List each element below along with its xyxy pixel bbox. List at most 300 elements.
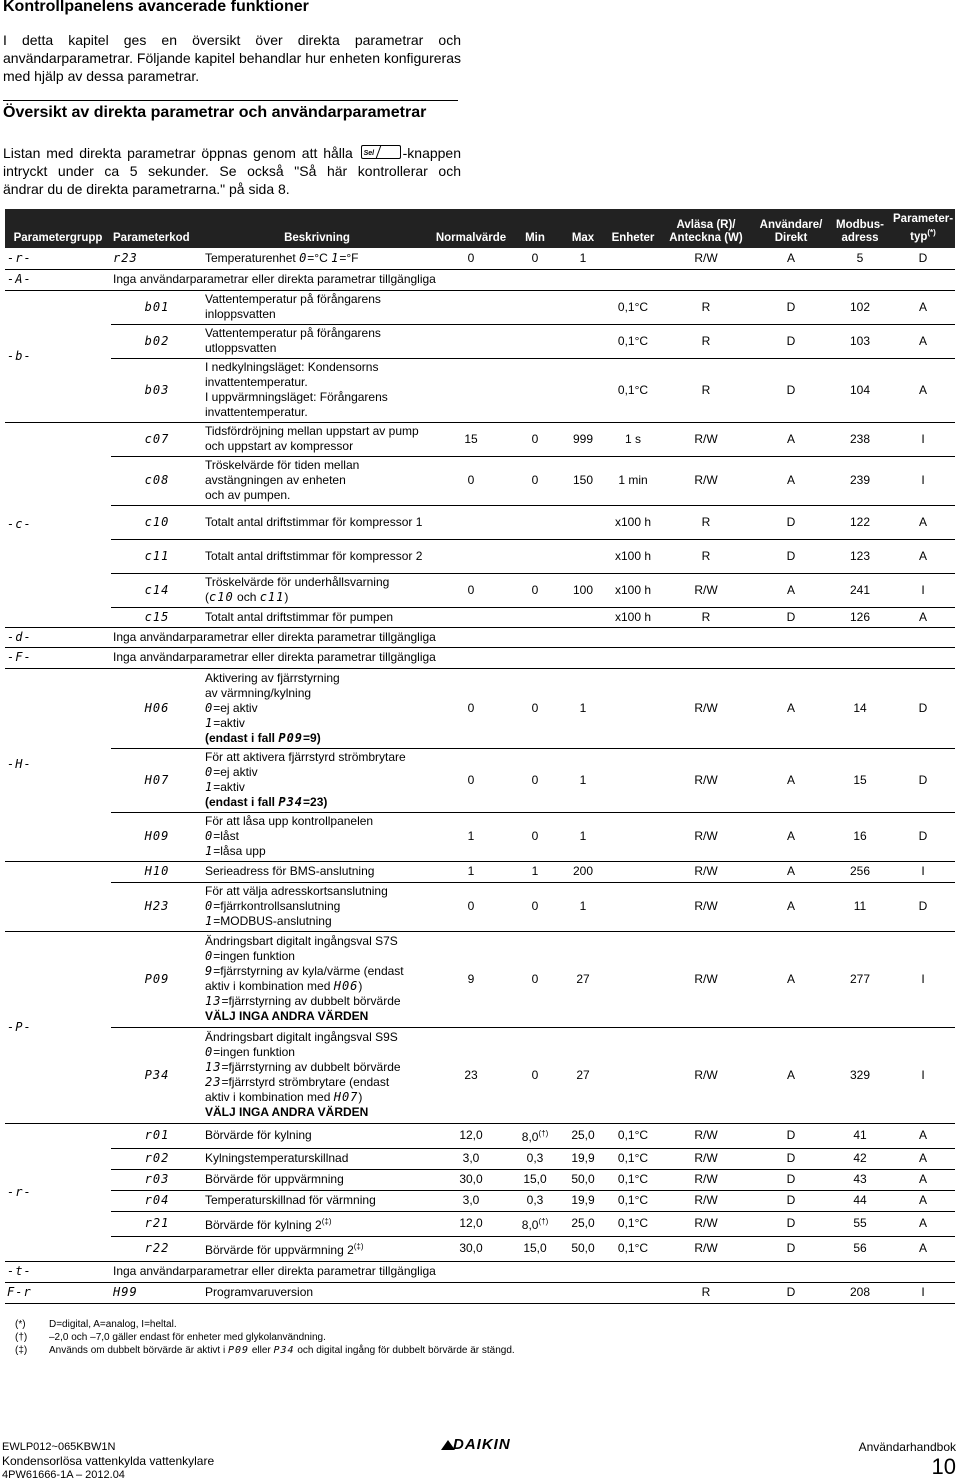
rw-cell: R/W [659,1169,753,1190]
t: Ändringsbart digitalt ingångsval S7S [205,934,398,948]
ptype-cell: A [891,1169,955,1190]
modbus-cell: 329 [829,1027,891,1123]
table-row [5,607,955,627]
default-cell: 0 [431,748,511,812]
ud-cell: D [753,539,829,573]
t: =ej aktiv [213,700,258,715]
group-cell: -H- [5,668,111,861]
hdr-text: adress [841,232,879,244]
code-cell: c15 [111,607,203,627]
rw-cell: R/W [659,861,753,882]
t: =°C [307,250,332,265]
none-available-cell: Inga användarparametrar eller direkta parametrar tillgängliga [111,627,955,647]
desc-cell: Totalt antal driftstimmar för kompressor 2 [203,539,431,573]
unit-cell: x100 h [607,573,659,607]
min-cell: 0 [511,668,559,748]
code-cell: H06 [111,668,203,748]
modbus-cell: 126 [829,607,891,627]
default-cell: 0 [431,456,511,505]
min-cell: 0 [511,456,559,505]
modbus-cell: 15 [829,748,891,812]
default-cell: 30,0 [431,1169,511,1190]
table-row [5,1261,955,1282]
unit-cell [607,748,659,812]
table-row [5,882,955,931]
modbus-cell: 103 [829,324,891,358]
unit-cell [607,882,659,931]
col-header-min: Min [511,209,559,248]
code-cell: r21 [111,1211,203,1236]
t: 1 [205,914,214,928]
code-cell: r03 [111,1169,203,1190]
modbus-cell: 41 [829,1123,891,1148]
max-cell: 1 [559,248,607,269]
table-row [5,1027,955,1123]
group-cell: -r- [5,248,111,269]
ud-cell: D [753,607,829,627]
rw-cell: R/W [659,1236,753,1261]
max-cell [559,1282,607,1303]
t: För att aktivera fjärrstyrd strömbrytare [205,750,406,764]
min-cell: 15,0 [511,1236,559,1261]
desc-cell: Vattentemperatur på förångarens inloppsvatten [203,290,431,324]
max-cell: 27 [559,1027,607,1123]
modbus-cell: 16 [829,812,891,861]
modbus-cell: 277 [829,931,891,1027]
rw-cell: R/W [659,422,753,456]
unit-cell [607,861,659,882]
unit-cell: 0,1°C [607,324,659,358]
t: 0 [205,899,214,913]
t: 13 [205,1060,222,1074]
min-cell [511,1282,559,1303]
min-cell [511,358,559,422]
min-cell: 0,3 [511,1190,559,1211]
default-cell: 1 [431,861,511,882]
max-cell: 150 [559,456,607,505]
t: Ändringsbart digitalt ingångsval S9S [205,1030,398,1044]
t: =aktiv [213,780,245,794]
code-cell: c07 [111,422,203,456]
t: ) [284,590,289,604]
t: 0 [205,765,214,779]
rw-cell: R [659,539,753,573]
default-cell [431,290,511,324]
page-title: Kontrollpanelens avancerade funktioner [3,0,309,15]
rw-cell: R/W [659,1027,753,1123]
rw-cell: R/W [659,1190,753,1211]
min-cell: 0 [511,882,559,931]
t: c10 [209,590,234,604]
group-cell: -t- [5,1261,111,1282]
code-cell: b03 [111,358,203,422]
ud-cell: D [753,324,829,358]
section-title: Översikt av direkta parametrar och användarparametrar [3,104,427,121]
t: och [233,590,260,604]
rw-cell: R/W [659,573,753,607]
min-cell [511,505,559,539]
desc-cell: Vattentemperatur på förångarens utloppsvatten [203,324,431,358]
default-cell [431,607,511,627]
ptype-cell: D [891,248,955,269]
t: (endast i fall [205,730,279,745]
code-cell: r22 [111,1236,203,1261]
desc-cell: Programvaruversion [203,1282,431,1303]
group-cell: -P- [5,931,111,1123]
t: =låsa upp [213,844,266,858]
t: H06 [333,979,359,993]
t: =fjärrstyrning av kyla/värme (endast [213,964,404,978]
t: I uppvärmningsläget: Förångarens [205,390,388,404]
code-cell: H10 [111,861,203,882]
desc-cell [203,668,431,748]
col-header-default: Normalvärde [431,209,511,248]
rw-cell: R [659,1282,753,1303]
ptype-cell: I [891,422,955,456]
ptype-cell: A [891,290,955,324]
unit-cell [607,1027,659,1123]
unit-cell: 0,1°C [607,1169,659,1190]
desc-cell [203,882,431,931]
hdr-text: Anteckna (W) [669,232,743,244]
unit-cell: 0,1°C [607,1236,659,1261]
t: =ej aktiv [213,765,258,779]
modbus-cell: 256 [829,861,891,882]
t: VÄLJ INGA ANDRA VÄRDEN [205,1009,369,1023]
t: 8,0 [521,1218,539,1232]
max-cell: 1 [559,668,607,748]
min-cell: 15,0 [511,1169,559,1190]
t: aktiv i kombination med [205,1090,334,1104]
hdr-text: typ [910,230,928,243]
code-cell: H23 [111,882,203,931]
rw-cell: R [659,290,753,324]
ud-cell: D [753,1148,829,1169]
footnote-text: –2,0 och –7,0 gäller endast för enheter med glykolanvändning. [49,1332,326,1343]
max-cell: 1 [559,812,607,861]
hdr-text: Parameter- [893,212,954,225]
group-cell: F-r [5,1282,111,1303]
rw-cell: R/W [659,1148,753,1169]
rw-cell: R/W [659,748,753,812]
t: avstängningen av enheten [205,473,346,487]
t: invattentemperatur. [205,405,308,419]
t: 0 [205,1045,214,1059]
t: =°F [339,250,359,265]
default-cell: 30,0 [431,1236,511,1261]
modbus-cell: 14 [829,668,891,748]
default-cell: 0 [431,668,511,748]
hdr-text: Avläsa (R)/ [676,219,736,231]
min-cell [511,290,559,324]
code-cell: c08 [111,456,203,505]
desc-cell: Kylningstemperaturskillnad [203,1148,431,1169]
intro-paragraph: I detta kapitel ges en översikt över direkta parametrar och användarparametrar. Följande kapitel behandlar hur enheten konfigureras med hjälp av dessa parametrar. [3,32,461,84]
default-cell: 23 [431,1027,511,1123]
t: och av pumpen. [205,488,291,502]
min-cell [511,1211,559,1236]
desc-cell [203,748,431,812]
ud-cell: A [753,812,829,861]
table-row [5,1211,955,1236]
ptype-cell: D [891,748,955,812]
ptype-cell: A [891,324,955,358]
code-cell: c11 [111,539,203,573]
desc-cell [203,931,431,1027]
ud-cell: A [753,573,829,607]
col-header-unit: Enheter [607,209,659,248]
table-row [5,1148,955,1169]
min-cell: 0 [511,248,559,269]
rw-cell: R/W [659,812,753,861]
max-cell: 27 [559,931,607,1027]
unit-cell: 0,1°C [607,1123,659,1148]
t: =fjärrkontrollsanslutning [213,899,341,913]
hdr-text: Direkt [774,232,808,244]
code-cell: r02 [111,1148,203,1169]
modbus-cell: 239 [829,456,891,505]
ud-cell: D [753,1282,829,1303]
para-text: -knappen [402,145,462,161]
ud-cell: A [753,1027,829,1123]
section-divider [3,100,458,101]
default-cell: 15 [431,422,511,456]
ud-cell: D [753,290,829,324]
para-line-1 [3,144,461,162]
table-row [5,324,955,358]
t: 1 [331,250,340,265]
rw-cell: R/W [659,1123,753,1148]
none-available-cell: Inga användarparametrar eller direkta parametrar tillgängliga [111,647,955,668]
modbus-cell: 5 [829,248,891,269]
default-cell [431,358,511,422]
hdr-text: Användare/ [759,219,823,231]
t: Börvärde för uppvärmning 2 [205,1243,354,1257]
col-header-ud [753,209,829,248]
min-cell [511,607,559,627]
t: =låst [213,829,239,843]
table-row [5,358,955,422]
ptype-cell: A [891,505,955,539]
t: P34 [278,795,304,809]
unit-cell: 1 s [607,422,659,456]
max-cell: 50,0 [559,1169,607,1190]
footnote-text: P34 [273,1345,295,1356]
unit-cell [607,931,659,1027]
desc-cell [203,812,431,861]
max-cell [559,539,607,573]
t: =fjärrstyrning av dubbelt börvärde [221,1060,401,1074]
t: Tröskelvärde för tiden mellan [205,458,360,472]
col-header-code: Parameterkod [111,209,203,248]
ptype-cell: I [891,931,955,1027]
ud-cell: A [753,248,829,269]
table-row [5,931,955,1027]
footer-model: EWLP012~065KBW1N [2,1441,116,1453]
footnote [15,1318,515,1331]
default-cell [431,1282,511,1303]
ptype-cell: A [891,1211,955,1236]
min-cell: 0 [511,748,559,812]
default-cell [431,324,511,358]
code-cell: H99 [111,1282,203,1303]
t: För att välja adresskortsanslutning [205,884,388,898]
footnote-mark: (‡) [15,1345,28,1356]
default-cell: 12,0 [431,1211,511,1236]
t: ( [205,590,209,604]
desc-cell: Börvärde för kylning [203,1123,431,1148]
footnote-text: och digital ingång för dubbelt börvärde är stängd. [294,1345,515,1356]
rw-cell: R/W [659,1211,753,1236]
table-row [5,539,955,573]
rw-cell: R/W [659,668,753,748]
code-cell: P34 [111,1027,203,1123]
ptype-cell: D [891,882,955,931]
min-cell: 0,3 [511,1148,559,1169]
t: 1 [205,780,214,794]
sel-key-label: Sel [363,150,375,157]
t: 0 [299,250,308,265]
ud-cell: D [753,505,829,539]
t: =23) [303,795,328,809]
table-row [5,627,955,647]
min-cell: 0 [511,422,559,456]
t: (endast i fall [205,795,279,809]
ptype-cell: I [891,1282,955,1303]
desc-cell [203,1027,431,1123]
max-cell [559,607,607,627]
code-cell: c10 [111,505,203,539]
ud-cell: D [753,358,829,422]
unit-cell: 0,1°C [607,1190,659,1211]
group-cell: -c- [5,422,111,627]
footnote-text: P09 [227,1345,250,1356]
modbus-cell: 56 [829,1236,891,1261]
ud-cell: A [753,861,829,882]
desc-cell: Totalt antal driftstimmar för kompressor 1 [203,505,431,539]
desc-cell [203,1236,431,1261]
t: =ingen funktion [213,949,295,963]
code-cell: r04 [111,1190,203,1211]
t: =MODBUS-anslutning [213,914,332,928]
min-cell [511,324,559,358]
para-line-2: intryckt under ca 5 sekunder. Se också "Så här kontrollerar och [3,163,461,179]
max-cell: 25,0 [559,1211,607,1236]
code-cell: r23 [111,248,203,269]
desc-cell: Börvärde för uppvärmning [203,1169,431,1190]
group-cell: -b- [5,290,111,422]
min-cell: 0 [511,573,559,607]
default-cell: 3,0 [431,1190,511,1211]
rw-cell: R [659,607,753,627]
desc-cell [203,358,431,422]
group-cell: -d- [5,627,111,647]
logo-text: DAIKIN [453,1436,511,1453]
footnote-text: Används om dubbelt börvärde är aktivt i [49,1345,228,1356]
t: H07 [333,1090,359,1104]
unit-cell: x100 h [607,539,659,573]
max-cell: 1 [559,882,607,931]
t: 1 [205,715,214,730]
rw-cell: R [659,324,753,358]
unit-cell: 0,1°C [607,358,659,422]
table-row [5,861,955,882]
default-cell: 12,0 [431,1123,511,1148]
ptype-cell: I [891,1027,955,1123]
unit-cell: 0,1°C [607,290,659,324]
table-row [5,812,955,861]
footer-manual-title: Användarhandbok [858,1440,956,1454]
max-cell: 100 [559,573,607,607]
col-header-ptype [891,209,955,248]
unit-cell [607,668,659,748]
hdr-text: Modbus- [836,219,884,231]
modbus-cell: 44 [829,1190,891,1211]
table-row [5,248,955,269]
footnote-mark: (*) [15,1319,26,1330]
desc-cell [203,248,431,269]
ptype-cell: D [891,812,955,861]
ptype-cell: A [891,1236,955,1261]
min-cell [511,1123,559,1148]
modbus-cell: 43 [829,1169,891,1190]
t: 13 [205,994,222,1008]
max-cell: 1 [559,748,607,812]
default-cell [431,505,511,539]
max-cell: 25,0 [559,1123,607,1148]
max-cell [559,324,607,358]
ud-cell: A [753,456,829,505]
ud-cell: D [753,1190,829,1211]
code-cell: r01 [111,1123,203,1148]
ud-cell: A [753,422,829,456]
ud-cell: A [753,748,829,812]
footnote-text: D=digital, A=analog, I=heltal. [49,1319,177,1330]
footnotes [15,1318,515,1357]
table-row [5,1190,955,1211]
footer-product: Kondensorlösa vattenkylda vattenkylare [2,1454,215,1468]
unit-cell: x100 h [607,505,659,539]
desc-cell: Tidsfördröjning mellan uppstart av pump och uppstart av kompressor [203,422,431,456]
table-row [5,1169,955,1190]
table-row [5,1236,955,1261]
table-row [5,422,955,456]
ptype-cell: A [891,358,955,422]
default-cell [431,539,511,573]
default-cell: 9 [431,931,511,1027]
desc-cell: Temperaturskillnad för värmning [203,1190,431,1211]
desc-cell: Serieadress för BMS-anslutning [203,861,431,882]
t: =fjärrstyrning av dubbelt börvärde [221,994,401,1008]
table-row [5,748,955,812]
col-header-group: Parametergrupp [5,209,111,248]
ptype-cell: D [891,668,955,748]
modbus-cell: 104 [829,358,891,422]
group-cell: -A- [5,269,111,290]
t: =fjärrstyrd strömbrytare (endast [221,1075,390,1089]
min-cell: 0 [511,1027,559,1123]
ptype-cell: A [891,1148,955,1169]
ud-cell: D [753,1169,829,1190]
none-available-cell: Inga användarparametrar eller direkta parametrar tillgängliga [111,1261,955,1282]
modbus-cell: 208 [829,1282,891,1303]
code-cell: b02 [111,324,203,358]
t: I nedkylningsläget: Kondensorns [205,360,379,374]
modbus-cell: 11 [829,882,891,931]
t: =9) [303,730,321,745]
ptype-cell: I [891,456,955,505]
code-cell: P09 [111,931,203,1027]
